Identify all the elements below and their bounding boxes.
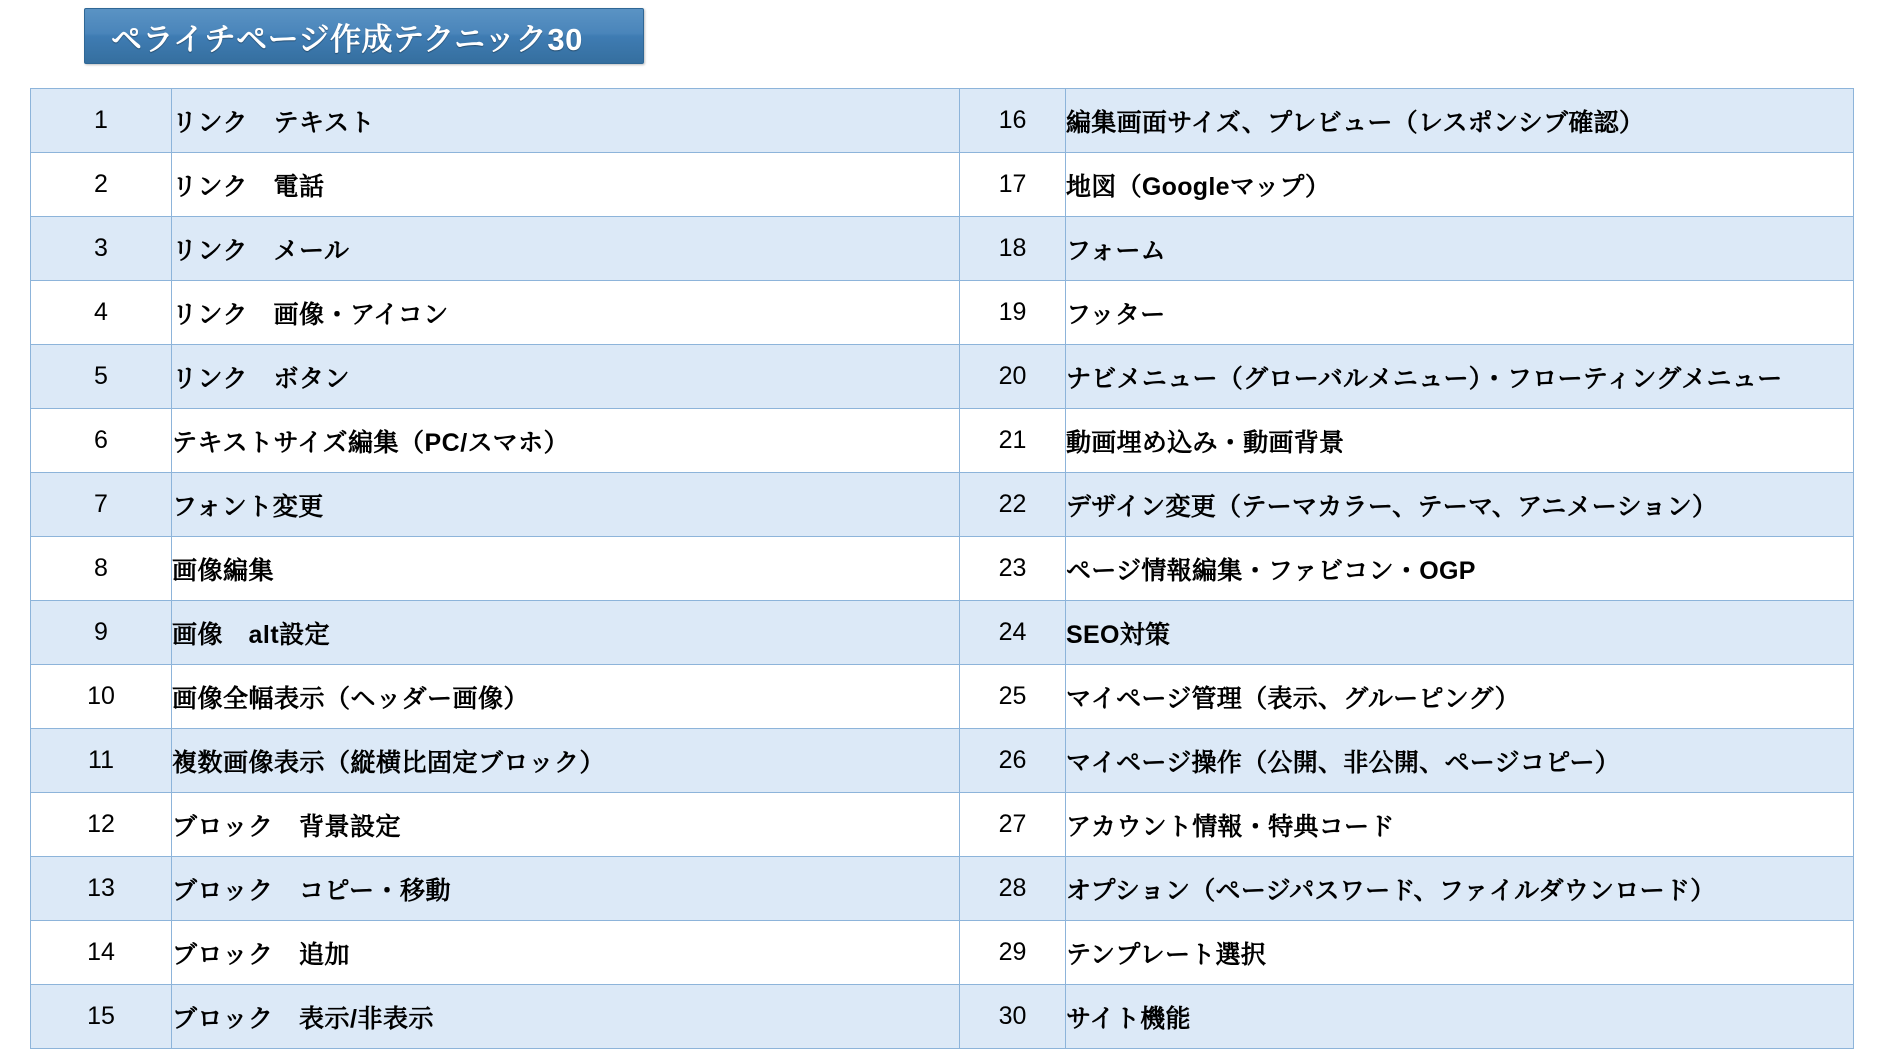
row-number-right: 21 (960, 409, 1066, 473)
table-row (31, 89, 1854, 153)
row-number-right: 20 (960, 345, 1066, 409)
row-label-right: ページ情報編集・ファビコン・OGP (1066, 537, 1854, 601)
row-number-right: 29 (960, 921, 1066, 985)
row-label-right: アカウント情報・特典コード (1066, 793, 1854, 857)
row-number-left: 5 (31, 345, 172, 409)
row-number-left: 14 (31, 921, 172, 985)
row-number-right: 18 (960, 217, 1066, 281)
row-label-left: ブロック 背景設定 (172, 793, 960, 857)
table-row (31, 921, 1854, 985)
row-number-left: 13 (31, 857, 172, 921)
row-label-left: ブロック コピー・移動 (172, 857, 960, 921)
row-label-left: フォント変更 (172, 473, 960, 537)
row-number-left: 4 (31, 281, 172, 345)
table-row (31, 793, 1854, 857)
table-row (31, 217, 1854, 281)
title-banner (84, 8, 644, 64)
table-row (31, 729, 1854, 793)
row-label-right: 編集画面サイズ、プレビュー（レスポンシブ確認） (1066, 89, 1854, 153)
row-number-left: 2 (31, 153, 172, 217)
row-label-left: テキストサイズ編集（PC/スマホ） (172, 409, 960, 473)
row-label-right: サイト機能 (1066, 985, 1854, 1049)
table-row (31, 665, 1854, 729)
row-number-left: 10 (31, 665, 172, 729)
row-number-right: 16 (960, 89, 1066, 153)
table-row (31, 153, 1854, 217)
techniques-table (30, 88, 1854, 1049)
row-number-left: 1 (31, 89, 172, 153)
row-number-left: 9 (31, 601, 172, 665)
row-label-right: オプション（ページパスワード、ファイルダウンロード） (1066, 857, 1854, 921)
row-label-right: マイページ操作（公開、非公開、ページコピー） (1066, 729, 1854, 793)
row-number-left: 7 (31, 473, 172, 537)
row-label-left: リンク 電話 (172, 153, 960, 217)
row-number-right: 30 (960, 985, 1066, 1049)
row-label-right: デザイン変更（テーマカラー、テーマ、アニメーション） (1066, 473, 1854, 537)
page-title: ペライチページ作成テクニック30 (111, 21, 583, 57)
row-number-left: 15 (31, 985, 172, 1049)
row-number-left: 3 (31, 217, 172, 281)
row-label-left: リンク ボタン (172, 345, 960, 409)
row-label-right: ナビメニュー（グローバルメニュー）・フローティングメニュー (1066, 345, 1854, 409)
row-label-left: ブロック 追加 (172, 921, 960, 985)
row-label-left: リンク メール (172, 217, 960, 281)
row-label-right: 地図（Googleマップ） (1066, 153, 1854, 217)
row-number-left: 11 (31, 729, 172, 793)
table-row (31, 857, 1854, 921)
row-label-left: 画像 alt設定 (172, 601, 960, 665)
row-label-left: リンク テキスト (172, 89, 960, 153)
row-number-right: 26 (960, 729, 1066, 793)
row-number-left: 6 (31, 409, 172, 473)
row-number-right: 25 (960, 665, 1066, 729)
row-number-left: 8 (31, 537, 172, 601)
row-number-right: 23 (960, 537, 1066, 601)
row-label-right: テンプレート選択 (1066, 921, 1854, 985)
row-number-right: 24 (960, 601, 1066, 665)
row-label-right: 動画埋め込み・動画背景 (1066, 409, 1854, 473)
table-row (31, 473, 1854, 537)
techniques-table-container (30, 88, 1854, 1049)
row-label-right: マイページ管理（表示、グルーピング） (1066, 665, 1854, 729)
table-row (31, 601, 1854, 665)
row-number-right: 27 (960, 793, 1066, 857)
row-label-right: フッター (1066, 281, 1854, 345)
table-body (31, 89, 1854, 1049)
row-label-left: 複数画像表示（縦横比固定ブロック） (172, 729, 960, 793)
table-row (31, 409, 1854, 473)
table-row (31, 345, 1854, 409)
row-number-right: 28 (960, 857, 1066, 921)
row-number-right: 19 (960, 281, 1066, 345)
row-label-right: SEO対策 (1066, 601, 1854, 665)
table-row (31, 537, 1854, 601)
row-number-right: 17 (960, 153, 1066, 217)
row-label-left: 画像全幅表示（ヘッダー画像） (172, 665, 960, 729)
row-number-right: 22 (960, 473, 1066, 537)
row-label-right: フォーム (1066, 217, 1854, 281)
row-label-left: リンク 画像・アイコン (172, 281, 960, 345)
row-label-left: 画像編集 (172, 537, 960, 601)
row-label-left: ブロック 表示/非表示 (172, 985, 960, 1049)
row-number-left: 12 (31, 793, 172, 857)
table-row (31, 281, 1854, 345)
